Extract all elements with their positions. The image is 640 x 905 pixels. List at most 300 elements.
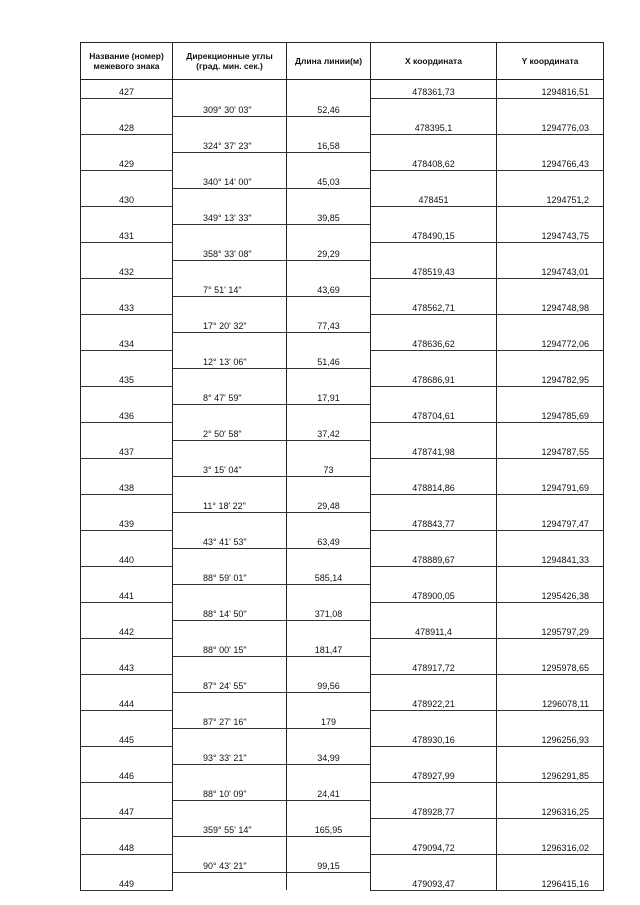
table-row — [81, 332, 604, 350]
line-length-text: 39,85 — [317, 212, 340, 223]
boundary-coordinates-table — [80, 42, 604, 891]
direction-angle — [173, 638, 287, 656]
x-coordinate-text: 478917,72 — [412, 662, 455, 673]
table-row — [81, 638, 604, 656]
line-length-text: 165,95 — [314, 824, 343, 835]
table-row — [81, 368, 604, 386]
line-length — [287, 386, 371, 404]
table-row — [81, 386, 604, 404]
table-row — [81, 350, 604, 368]
y-coordinate-text: 1294816,51 — [541, 86, 589, 97]
x-coordinate-text: 478911,4 — [415, 626, 452, 637]
table-row — [81, 458, 604, 476]
direction-angle — [173, 98, 287, 116]
table-row — [81, 170, 604, 188]
empty-cell — [371, 674, 497, 692]
line-length-text: 585,14 — [314, 572, 343, 583]
empty-cell — [173, 404, 287, 422]
x-coordinate-text: 478922,21 — [412, 698, 455, 709]
table-row — [81, 512, 604, 530]
point-number-text: 446 — [119, 770, 135, 781]
direction-angle — [173, 170, 287, 188]
x-coordinate — [371, 548, 497, 566]
y-coordinate — [497, 656, 604, 674]
empty-cell — [287, 476, 371, 494]
line-length-text: 17,91 — [317, 392, 340, 403]
line-length — [287, 530, 371, 548]
empty-cell — [371, 854, 497, 872]
empty-cell — [497, 458, 604, 476]
direction-angle — [173, 278, 287, 296]
empty-cell — [81, 566, 173, 584]
direction-angle — [173, 746, 287, 764]
line-length — [287, 818, 371, 836]
table-row — [81, 566, 604, 584]
point-number — [81, 116, 173, 134]
y-coordinate — [497, 404, 604, 422]
point-number — [81, 836, 173, 854]
line-length — [287, 746, 371, 764]
empty-cell — [497, 494, 604, 512]
x-coordinate-text: 478927,99 — [412, 770, 455, 781]
x-coordinate-text: 478900,05 — [412, 590, 455, 601]
empty-cell — [371, 638, 497, 656]
line-length-text: 181,47 — [314, 644, 343, 655]
y-coordinate — [497, 260, 604, 278]
direction-angle-text: 87° 27' 16" — [203, 716, 247, 727]
y-coordinate — [497, 116, 604, 134]
direction-angle-text: 2° 50' 58" — [203, 428, 242, 439]
y-coordinate — [497, 224, 604, 242]
x-coordinate — [371, 440, 497, 458]
empty-cell — [371, 422, 497, 440]
direction-angle-text: 88° 00' 15" — [203, 644, 247, 655]
line-length-text: 16,58 — [317, 140, 340, 151]
line-length-text: 29,48 — [317, 500, 340, 511]
line-length — [287, 314, 371, 332]
empty-cell — [173, 260, 287, 278]
empty-cell — [173, 620, 287, 638]
y-coordinate — [497, 188, 604, 206]
x-coordinate — [371, 584, 497, 602]
header-name: Название (номер) межевого знака — [81, 43, 173, 80]
y-coordinate — [497, 764, 604, 782]
point-number-text: 447 — [119, 806, 135, 817]
x-coordinate-text: 478562,71 — [412, 302, 455, 313]
empty-cell — [173, 368, 287, 386]
empty-cell — [371, 458, 497, 476]
y-coordinate-text: 1296291,85 — [541, 770, 589, 781]
y-coordinate-text: 1294776,03 — [541, 122, 589, 133]
direction-angle — [173, 674, 287, 692]
x-coordinate-text: 478889,67 — [412, 554, 455, 565]
empty-cell — [497, 422, 604, 440]
empty-cell — [497, 674, 604, 692]
empty-cell — [371, 494, 497, 512]
empty-cell — [287, 152, 371, 170]
x-coordinate — [371, 224, 497, 242]
table-row — [81, 188, 604, 206]
direction-angle-text: 43° 41' 53" — [203, 536, 247, 547]
y-coordinate-text: 1295978,65 — [541, 662, 589, 673]
point-number — [81, 512, 173, 530]
x-coordinate-text: 478704,61 — [412, 410, 455, 421]
y-coordinate — [497, 368, 604, 386]
line-length-text: 99,56 — [317, 680, 340, 691]
empty-cell — [287, 620, 371, 638]
y-coordinate-text: 1294782,95 — [541, 374, 589, 385]
empty-cell — [287, 260, 371, 278]
empty-cell — [287, 404, 371, 422]
point-number — [81, 476, 173, 494]
direction-angle — [173, 782, 287, 800]
empty-cell — [497, 530, 604, 548]
empty-cell — [81, 782, 173, 800]
x-coordinate — [371, 620, 497, 638]
direction-angle-text: 340° 14' 00" — [203, 176, 252, 187]
table-row — [81, 674, 604, 692]
point-number-text: 449 — [119, 878, 135, 889]
y-coordinate — [497, 476, 604, 494]
point-number-text: 443 — [119, 662, 135, 673]
direction-angle-text: 309° 30' 03" — [203, 104, 252, 115]
y-coordinate-text: 1294791,69 — [541, 482, 589, 493]
x-coordinate-text: 478451 — [418, 194, 449, 205]
empty-cell — [173, 512, 287, 530]
direction-angle-text: 349° 13' 33" — [203, 212, 252, 223]
empty-cell — [173, 656, 287, 674]
direction-angle — [173, 494, 287, 512]
empty-cell — [497, 98, 604, 116]
line-length-text: 99,15 — [317, 860, 340, 871]
line-length-text: 43,69 — [317, 284, 340, 295]
empty-cell — [173, 584, 287, 602]
line-length — [287, 458, 371, 476]
line-length — [287, 494, 371, 512]
point-number — [81, 728, 173, 746]
empty-cell — [497, 350, 604, 368]
empty-cell — [497, 206, 604, 224]
table-row — [81, 692, 604, 710]
empty-cell — [81, 818, 173, 836]
direction-angle-text: 90° 43' 21" — [203, 860, 247, 871]
y-coordinate-text: 1294797,47 — [541, 518, 589, 529]
y-coordinate — [497, 548, 604, 566]
direction-angle-text: 88° 14' 50" — [203, 608, 247, 619]
point-number — [81, 332, 173, 350]
point-number — [81, 152, 173, 170]
x-coordinate — [371, 368, 497, 386]
direction-angle-text: 8° 47' 59" — [203, 392, 242, 403]
point-number — [81, 692, 173, 710]
direction-angle — [173, 710, 287, 728]
point-number — [81, 80, 173, 99]
line-length — [287, 134, 371, 152]
x-coordinate — [371, 116, 497, 134]
direction-angle — [173, 134, 287, 152]
empty-cell — [81, 854, 173, 872]
point-number — [81, 620, 173, 638]
empty-cell — [371, 566, 497, 584]
y-coordinate — [497, 872, 604, 890]
point-number-text: 429 — [119, 158, 135, 169]
empty-cell — [173, 548, 287, 566]
y-coordinate — [497, 728, 604, 746]
empty-cell — [371, 206, 497, 224]
line-length — [287, 638, 371, 656]
x-coordinate-text: 479094,72 — [412, 842, 455, 853]
x-coordinate-text: 478843,77 — [412, 518, 455, 529]
line-length-text: 24,41 — [317, 788, 340, 799]
x-coordinate — [371, 836, 497, 854]
empty-cell — [287, 584, 371, 602]
empty-cell — [287, 440, 371, 458]
direction-angle — [173, 458, 287, 476]
table-row — [81, 872, 604, 890]
y-coordinate — [497, 800, 604, 818]
empty-cell — [371, 710, 497, 728]
line-length-text: 45,03 — [317, 176, 340, 187]
empty-cell — [371, 386, 497, 404]
empty-cell — [81, 242, 173, 260]
point-number-text: 441 — [119, 590, 135, 601]
empty-cell — [497, 710, 604, 728]
x-coordinate — [371, 728, 497, 746]
x-coordinate — [371, 80, 497, 99]
empty-cell — [173, 440, 287, 458]
direction-angle — [173, 854, 287, 872]
table-row — [81, 134, 604, 152]
line-length-text: 371,08 — [314, 608, 343, 619]
x-coordinate — [371, 404, 497, 422]
empty-cell — [371, 278, 497, 296]
empty-cell — [287, 872, 371, 890]
empty-cell — [287, 656, 371, 674]
line-length — [287, 710, 371, 728]
header-y: Y координата — [497, 43, 604, 80]
empty-cell — [497, 386, 604, 404]
empty-cell — [81, 746, 173, 764]
direction-angle — [173, 818, 287, 836]
x-coordinate-text: 479093,47 — [412, 878, 455, 889]
x-coordinate — [371, 152, 497, 170]
x-coordinate-text: 478636,62 — [412, 338, 455, 349]
empty-cell — [81, 350, 173, 368]
empty-cell — [287, 368, 371, 386]
empty-cell — [497, 134, 604, 152]
point-number-text: 438 — [119, 482, 135, 493]
empty-cell — [497, 638, 604, 656]
empty-cell — [173, 836, 287, 854]
table-row — [81, 422, 604, 440]
empty-cell — [287, 296, 371, 314]
line-length — [287, 350, 371, 368]
line-length-text: 52,46 — [317, 104, 340, 115]
y-coordinate — [497, 332, 604, 350]
point-number — [81, 260, 173, 278]
empty-cell — [287, 188, 371, 206]
empty-cell — [371, 782, 497, 800]
table-row — [81, 224, 604, 242]
line-length — [287, 98, 371, 116]
empty-cell — [371, 134, 497, 152]
point-number-text: 436 — [119, 410, 135, 421]
x-coordinate-text: 478490,15 — [412, 230, 455, 241]
empty-cell — [173, 692, 287, 710]
empty-cell — [287, 836, 371, 854]
x-coordinate-text: 478930,16 — [412, 734, 455, 745]
line-length — [287, 206, 371, 224]
direction-angle-text: 359° 55' 14" — [203, 824, 252, 835]
line-length — [287, 566, 371, 584]
direction-angle-text: 87° 24' 55" — [203, 680, 247, 691]
line-length-text: 37,42 — [317, 428, 340, 439]
empty-cell — [173, 764, 287, 782]
y-coordinate — [497, 620, 604, 638]
direction-angle-text: 88° 59' 01" — [203, 572, 247, 583]
x-coordinate — [371, 800, 497, 818]
table-body — [81, 80, 604, 891]
empty-cell — [81, 494, 173, 512]
empty-cell — [371, 818, 497, 836]
empty-cell — [173, 116, 287, 134]
empty-cell — [173, 296, 287, 314]
y-coordinate-text: 1294772,06 — [541, 338, 589, 349]
header-x: X координата — [371, 43, 497, 80]
y-coordinate-text: 1294743,75 — [541, 230, 589, 241]
x-coordinate-text: 478519,43 — [412, 266, 455, 277]
empty-cell — [173, 800, 287, 818]
table-row — [81, 602, 604, 620]
empty-cell — [287, 548, 371, 566]
empty-cell — [287, 224, 371, 242]
empty-cell — [287, 80, 371, 99]
point-number-text: 442 — [119, 626, 135, 637]
y-coordinate — [497, 80, 604, 99]
empty-cell — [371, 350, 497, 368]
table-row — [81, 206, 604, 224]
table-row — [81, 548, 604, 566]
empty-cell — [497, 854, 604, 872]
x-coordinate — [371, 260, 497, 278]
y-coordinate-text: 1295426,38 — [541, 590, 589, 601]
y-coordinate — [497, 584, 604, 602]
empty-cell — [81, 458, 173, 476]
point-number-text: 444 — [119, 698, 135, 709]
x-coordinate — [371, 764, 497, 782]
empty-cell — [371, 602, 497, 620]
direction-angle-text: 11° 18' 22" — [203, 500, 246, 511]
direction-angle — [173, 314, 287, 332]
empty-cell — [371, 242, 497, 260]
empty-cell — [287, 692, 371, 710]
empty-cell — [497, 278, 604, 296]
point-number — [81, 764, 173, 782]
y-coordinate — [497, 152, 604, 170]
line-length — [287, 242, 371, 260]
empty-cell — [497, 602, 604, 620]
direction-angle-text: 93° 33' 21" — [203, 752, 247, 763]
empty-cell — [81, 98, 173, 116]
direction-angle — [173, 386, 287, 404]
point-number — [81, 296, 173, 314]
empty-cell — [81, 602, 173, 620]
empty-cell — [497, 782, 604, 800]
empty-cell — [287, 116, 371, 134]
point-number-text: 431 — [119, 230, 135, 241]
empty-cell — [371, 98, 497, 116]
empty-cell — [497, 242, 604, 260]
point-number — [81, 404, 173, 422]
table-row — [81, 296, 604, 314]
direction-angle-text: 7° 51' 14" — [203, 284, 242, 295]
table-row — [81, 404, 604, 422]
table-row — [81, 800, 604, 818]
direction-angle — [173, 602, 287, 620]
table-row — [81, 98, 604, 116]
line-length — [287, 278, 371, 296]
direction-angle-text: 358° 33' 08" — [203, 248, 252, 259]
empty-cell — [287, 512, 371, 530]
line-length-text: 73 — [323, 464, 334, 475]
empty-cell — [81, 710, 173, 728]
point-number-text: 440 — [119, 554, 135, 565]
table-row — [81, 278, 604, 296]
table-row — [81, 584, 604, 602]
table-row — [81, 440, 604, 458]
x-coordinate — [371, 872, 497, 890]
line-length — [287, 170, 371, 188]
x-coordinate — [371, 692, 497, 710]
table-row — [81, 728, 604, 746]
line-length — [287, 674, 371, 692]
empty-cell — [81, 530, 173, 548]
point-number-text: 439 — [119, 518, 135, 529]
line-length — [287, 422, 371, 440]
y-coordinate — [497, 512, 604, 530]
empty-cell — [173, 476, 287, 494]
empty-cell — [81, 386, 173, 404]
y-coordinate — [497, 296, 604, 314]
x-coordinate-text: 478408,62 — [412, 158, 455, 169]
y-coordinate-text: 1296415,16 — [541, 878, 589, 889]
x-coordinate-text: 478686,91 — [412, 374, 455, 385]
point-number-text: 448 — [119, 842, 135, 853]
table-row — [81, 152, 604, 170]
empty-cell — [173, 80, 287, 99]
direction-angle-text: 88° 10' 09" — [203, 788, 247, 799]
point-number — [81, 368, 173, 386]
point-number-text: 437 — [119, 446, 135, 457]
point-number-text: 432 — [119, 266, 135, 277]
empty-cell — [497, 314, 604, 332]
point-number-text: 433 — [119, 302, 135, 313]
empty-cell — [81, 278, 173, 296]
x-coordinate — [371, 296, 497, 314]
direction-angle — [173, 530, 287, 548]
y-coordinate-text: 1294748,98 — [541, 302, 589, 313]
y-coordinate-text: 1294787,55 — [541, 446, 589, 457]
table-row — [81, 818, 604, 836]
table-row — [81, 530, 604, 548]
table-row — [81, 746, 604, 764]
empty-cell — [81, 674, 173, 692]
table-row — [81, 656, 604, 674]
empty-cell — [81, 206, 173, 224]
empty-cell — [81, 314, 173, 332]
line-length-text: 63,49 — [317, 536, 340, 547]
empty-cell — [81, 170, 173, 188]
